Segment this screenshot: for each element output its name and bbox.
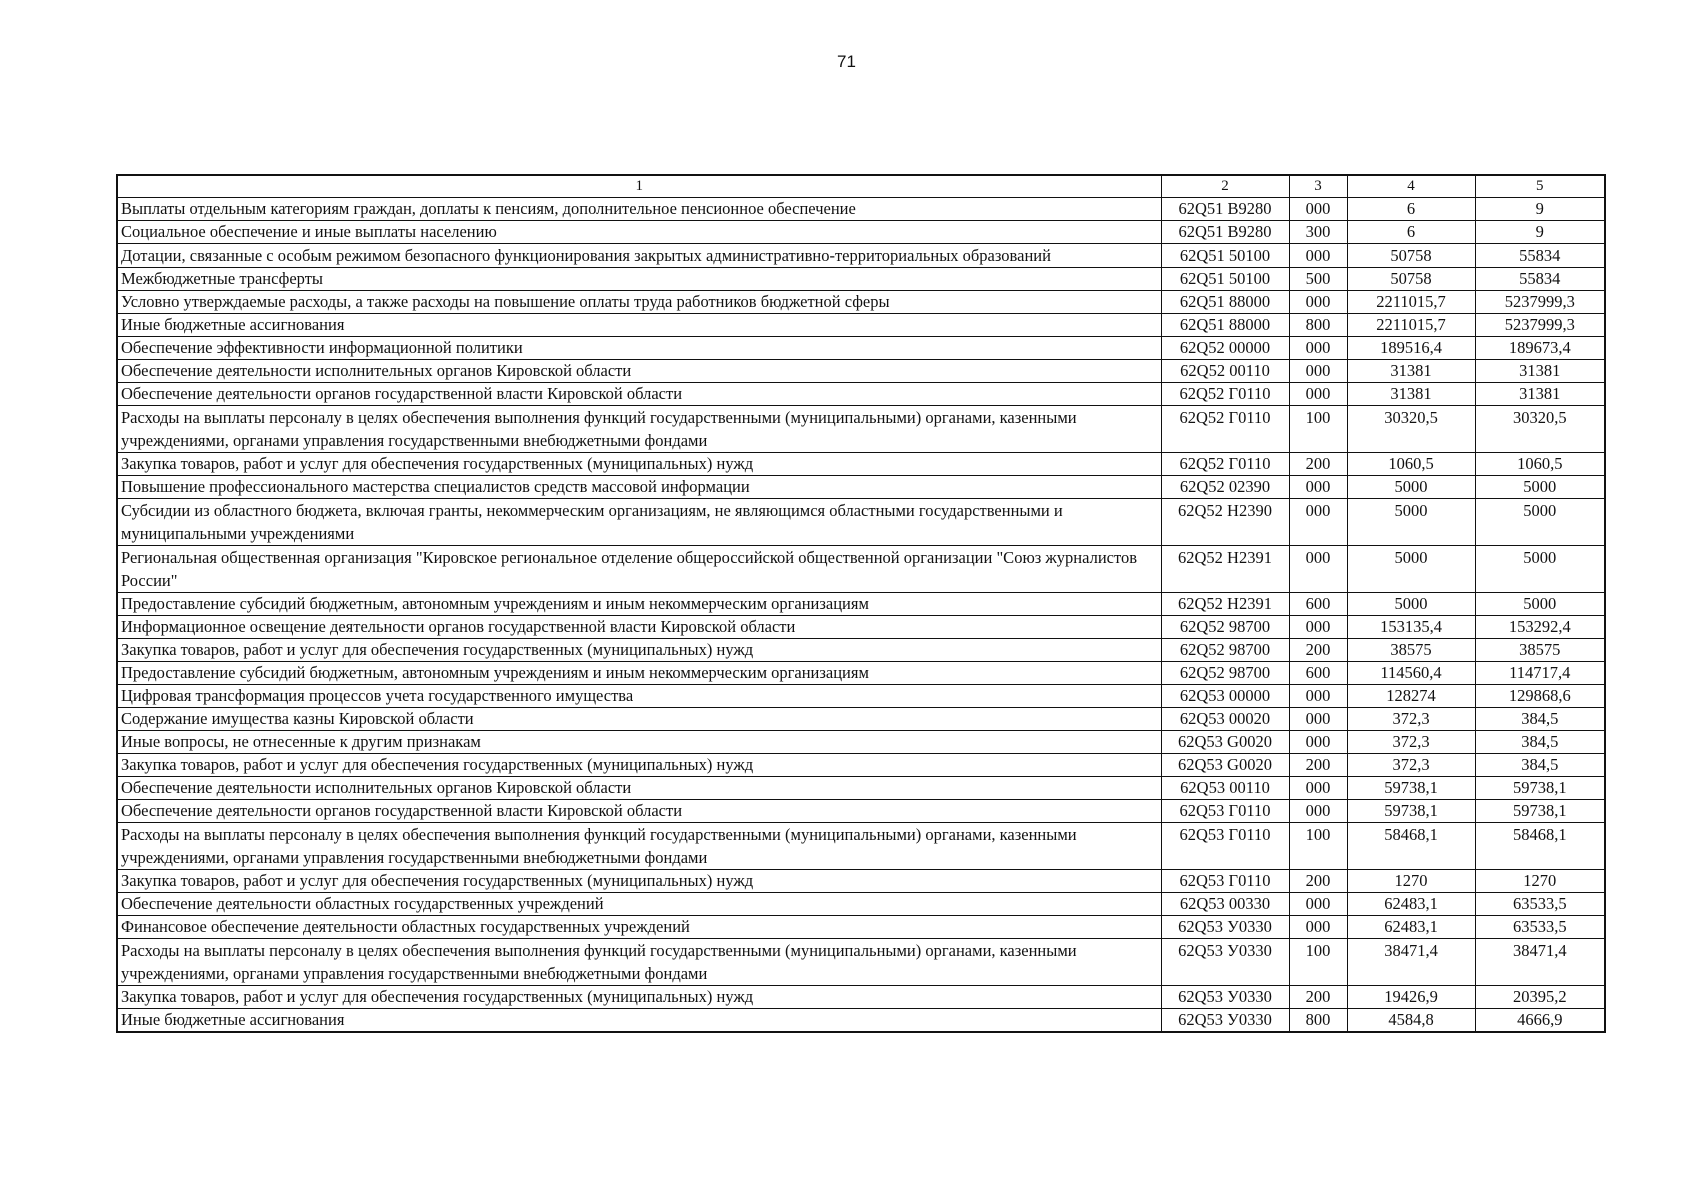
header-col-5: 5 — [1475, 175, 1605, 198]
row-value-col4-cell: 128274 — [1347, 685, 1475, 708]
row-type-cell: 100 — [1289, 823, 1347, 870]
row-code-cell: 62Q51 50100 — [1161, 244, 1289, 268]
row-type-cell: 800 — [1289, 314, 1347, 337]
header-col-2: 2 — [1161, 175, 1289, 198]
row-value-col5-cell: 59738,1 — [1475, 800, 1605, 823]
row-code-cell: 62Q51 88000 — [1161, 314, 1289, 337]
row-value-col4-cell: 19426,9 — [1347, 986, 1475, 1009]
row-name-cell: Закупка товаров, работ и услуг для обеспечения государственных (муниципальных) нужд — [117, 870, 1161, 893]
table-row — [117, 777, 1605, 800]
table-row — [117, 800, 1605, 823]
table-row — [117, 268, 1605, 291]
row-value-col4-cell: 31381 — [1347, 383, 1475, 406]
row-type-cell: 300 — [1289, 221, 1347, 244]
row-value-col5-cell: 129868,6 — [1475, 685, 1605, 708]
row-code-cell: 62Q52 Н2390 — [1161, 499, 1289, 546]
row-value-col4-cell: 5000 — [1347, 476, 1475, 499]
row-name-cell: Закупка товаров, работ и услуг для обеспечения государственных (муниципальных) нужд — [117, 453, 1161, 476]
row-code-cell: 62Q52 00000 — [1161, 337, 1289, 360]
table-row — [117, 616, 1605, 639]
table-row — [117, 476, 1605, 499]
row-name-cell: Финансовое обеспечение деятельности областных государственных учреждений — [117, 916, 1161, 939]
row-type-cell: 000 — [1289, 731, 1347, 754]
row-value-col4-cell: 2211015,7 — [1347, 291, 1475, 314]
row-value-col5-cell: 55834 — [1475, 268, 1605, 291]
row-code-cell: 62Q52 Н2391 — [1161, 593, 1289, 616]
row-name-cell: Дотации, связанные с особым режимом безопасного функционирования закрытых административно-территориальных образований — [117, 244, 1161, 268]
table-row — [117, 221, 1605, 244]
row-code-cell: 62Q52 02390 — [1161, 476, 1289, 499]
table-header-row — [117, 175, 1605, 198]
row-value-col5-cell: 384,5 — [1475, 708, 1605, 731]
budget-table — [116, 174, 1606, 1033]
row-type-cell: 000 — [1289, 546, 1347, 593]
row-name-cell: Межбюджетные трансферты — [117, 268, 1161, 291]
row-value-col4-cell: 31381 — [1347, 360, 1475, 383]
row-type-cell: 200 — [1289, 453, 1347, 476]
row-value-col4-cell: 58468,1 — [1347, 823, 1475, 870]
row-type-cell: 800 — [1289, 1009, 1347, 1033]
row-code-cell: 62Q52 Г0110 — [1161, 383, 1289, 406]
row-name-cell: Информационное освещение деятельности органов государственной власти Кировской области — [117, 616, 1161, 639]
row-type-cell: 000 — [1289, 777, 1347, 800]
row-type-cell: 000 — [1289, 383, 1347, 406]
row-code-cell: 62Q51 В9280 — [1161, 198, 1289, 221]
table-row — [117, 546, 1605, 593]
row-code-cell: 62Q53 G0020 — [1161, 754, 1289, 777]
row-name-cell: Региональная общественная организация "Кировское региональное отделение общероссийской общественной организации "Союз журналистов России" — [117, 546, 1161, 593]
row-name-cell: Субсидии из областного бюджета, включая гранты, некоммерческим организациям, не являющимся областными государственными и муниципальными учреждениями — [117, 499, 1161, 546]
row-value-col5-cell: 63533,5 — [1475, 893, 1605, 916]
table-row — [117, 1009, 1605, 1033]
row-value-col5-cell: 5000 — [1475, 546, 1605, 593]
row-type-cell: 100 — [1289, 406, 1347, 453]
row-code-cell: 62Q52 Н2391 — [1161, 546, 1289, 593]
row-code-cell: 62Q53 У0330 — [1161, 1009, 1289, 1033]
table-row — [117, 916, 1605, 939]
table-body — [117, 198, 1605, 1033]
row-type-cell: 000 — [1289, 198, 1347, 221]
row-value-col4-cell: 59738,1 — [1347, 777, 1475, 800]
row-code-cell: 62Q52 98700 — [1161, 662, 1289, 685]
row-value-col4-cell: 5000 — [1347, 593, 1475, 616]
row-name-cell: Иные бюджетные ассигнования — [117, 314, 1161, 337]
row-value-col5-cell: 1060,5 — [1475, 453, 1605, 476]
row-value-col4-cell: 5000 — [1347, 546, 1475, 593]
row-value-col5-cell: 384,5 — [1475, 731, 1605, 754]
row-value-col4-cell: 1060,5 — [1347, 453, 1475, 476]
row-value-col5-cell: 20395,2 — [1475, 986, 1605, 1009]
table-row — [117, 754, 1605, 777]
page-number: 71 — [837, 52, 856, 71]
row-value-col5-cell: 31381 — [1475, 383, 1605, 406]
table-row — [117, 453, 1605, 476]
row-value-col4-cell: 372,3 — [1347, 754, 1475, 777]
row-value-col5-cell: 153292,4 — [1475, 616, 1605, 639]
table-row — [117, 406, 1605, 453]
row-value-col5-cell: 9 — [1475, 221, 1605, 244]
row-code-cell: 62Q53 Г0110 — [1161, 870, 1289, 893]
row-value-col4-cell: 372,3 — [1347, 731, 1475, 754]
row-type-cell: 000 — [1289, 360, 1347, 383]
table-row — [117, 893, 1605, 916]
row-value-col5-cell: 384,5 — [1475, 754, 1605, 777]
row-name-cell: Закупка товаров, работ и услуг для обеспечения государственных (муниципальных) нужд — [117, 986, 1161, 1009]
row-value-col4-cell: 153135,4 — [1347, 616, 1475, 639]
row-type-cell: 000 — [1289, 244, 1347, 268]
row-value-col5-cell: 31381 — [1475, 360, 1605, 383]
row-name-cell: Иные вопросы, не отнесенные к другим признакам — [117, 731, 1161, 754]
table-row — [117, 685, 1605, 708]
row-value-col4-cell: 62483,1 — [1347, 893, 1475, 916]
row-value-col4-cell: 59738,1 — [1347, 800, 1475, 823]
row-type-cell: 000 — [1289, 893, 1347, 916]
row-name-cell: Закупка товаров, работ и услуг для обеспечения государственных (муниципальных) нужд — [117, 754, 1161, 777]
row-code-cell: 62Q52 00110 — [1161, 360, 1289, 383]
row-type-cell: 500 — [1289, 268, 1347, 291]
row-value-col5-cell: 5000 — [1475, 499, 1605, 546]
row-name-cell: Повышение профессионального мастерства специалистов средств массовой информации — [117, 476, 1161, 499]
row-value-col4-cell: 2211015,7 — [1347, 314, 1475, 337]
row-value-col5-cell: 4666,9 — [1475, 1009, 1605, 1033]
row-value-col4-cell: 5000 — [1347, 499, 1475, 546]
header-col-1: 1 — [117, 175, 1161, 198]
row-value-col5-cell: 114717,4 — [1475, 662, 1605, 685]
row-type-cell: 000 — [1289, 708, 1347, 731]
row-name-cell: Иные бюджетные ассигнования — [117, 1009, 1161, 1033]
row-value-col4-cell: 38471,4 — [1347, 939, 1475, 986]
table-row — [117, 639, 1605, 662]
row-name-cell: Обеспечение деятельности органов государственной власти Кировской области — [117, 800, 1161, 823]
row-value-col5-cell: 1270 — [1475, 870, 1605, 893]
row-code-cell: 62Q51 В9280 — [1161, 221, 1289, 244]
row-name-cell: Предоставление субсидий бюджетным, автономным учреждениям и иным некоммерческим организациям — [117, 662, 1161, 685]
row-value-col4-cell: 6 — [1347, 198, 1475, 221]
row-value-col5-cell: 5000 — [1475, 593, 1605, 616]
row-name-cell: Обеспечение деятельности органов государственной власти Кировской области — [117, 383, 1161, 406]
row-code-cell: 62Q53 00330 — [1161, 893, 1289, 916]
row-code-cell: 62Q51 50100 — [1161, 268, 1289, 291]
row-name-cell: Цифровая трансформация процессов учета государственного имущества — [117, 685, 1161, 708]
row-value-col4-cell: 38575 — [1347, 639, 1475, 662]
table-row — [117, 593, 1605, 616]
row-code-cell: 62Q53 G0020 — [1161, 731, 1289, 754]
row-value-col5-cell: 58468,1 — [1475, 823, 1605, 870]
row-value-col4-cell: 50758 — [1347, 244, 1475, 268]
row-value-col4-cell: 114560,4 — [1347, 662, 1475, 685]
row-value-col5-cell: 30320,5 — [1475, 406, 1605, 453]
row-value-col4-cell: 62483,1 — [1347, 916, 1475, 939]
row-value-col5-cell: 38471,4 — [1475, 939, 1605, 986]
row-type-cell: 200 — [1289, 639, 1347, 662]
row-code-cell: 62Q51 88000 — [1161, 291, 1289, 314]
header-col-4: 4 — [1347, 175, 1475, 198]
row-value-col5-cell: 5237999,3 — [1475, 314, 1605, 337]
row-value-col5-cell: 9 — [1475, 198, 1605, 221]
row-value-col5-cell: 189673,4 — [1475, 337, 1605, 360]
table-row — [117, 360, 1605, 383]
row-name-cell: Расходы на выплаты персоналу в целях обеспечения выполнения функций государственными (муниципальными) органами, казенными учреждениями, органами управления государственными внебюджетными фондами — [117, 939, 1161, 986]
row-value-col4-cell: 372,3 — [1347, 708, 1475, 731]
table-row — [117, 823, 1605, 870]
row-type-cell: 200 — [1289, 754, 1347, 777]
table-row — [117, 939, 1605, 986]
row-code-cell: 62Q53 Г0110 — [1161, 823, 1289, 870]
row-name-cell: Обеспечение деятельности исполнительных органов Кировской области — [117, 777, 1161, 800]
row-code-cell: 62Q53 У0330 — [1161, 939, 1289, 986]
row-name-cell: Закупка товаров, работ и услуг для обеспечения государственных (муниципальных) нужд — [117, 639, 1161, 662]
row-type-cell: 000 — [1289, 800, 1347, 823]
row-code-cell: 62Q52 Г0110 — [1161, 406, 1289, 453]
table-row — [117, 986, 1605, 1009]
row-value-col5-cell: 63533,5 — [1475, 916, 1605, 939]
row-value-col4-cell: 50758 — [1347, 268, 1475, 291]
table-row — [117, 662, 1605, 685]
row-name-cell: Обеспечение деятельности областных государственных учреждений — [117, 893, 1161, 916]
row-value-col5-cell: 5000 — [1475, 476, 1605, 499]
row-value-col4-cell: 30320,5 — [1347, 406, 1475, 453]
table-row — [117, 870, 1605, 893]
row-type-cell: 000 — [1289, 499, 1347, 546]
row-value-col5-cell: 59738,1 — [1475, 777, 1605, 800]
row-code-cell: 62Q52 98700 — [1161, 639, 1289, 662]
header-col-3: 3 — [1289, 175, 1347, 198]
row-value-col4-cell: 4584,8 — [1347, 1009, 1475, 1033]
row-type-cell: 100 — [1289, 939, 1347, 986]
row-name-cell: Условно утверждаемые расходы, а также расходы на повышение оплаты труда работников бюджетной сферы — [117, 291, 1161, 314]
row-name-cell: Выплаты отдельным категориям граждан, доплаты к пенсиям, дополнительное пенсионное обеспечение — [117, 198, 1161, 221]
row-name-cell: Расходы на выплаты персоналу в целях обеспечения выполнения функций государственными (муниципальными) органами, казенными учреждениями, органами управления государственными внебюджетными фондами — [117, 406, 1161, 453]
row-type-cell: 200 — [1289, 986, 1347, 1009]
table-row — [117, 708, 1605, 731]
row-code-cell: 62Q52 98700 — [1161, 616, 1289, 639]
row-type-cell: 000 — [1289, 616, 1347, 639]
row-code-cell: 62Q52 Г0110 — [1161, 453, 1289, 476]
table-row — [117, 383, 1605, 406]
row-value-col4-cell: 189516,4 — [1347, 337, 1475, 360]
table-row — [117, 198, 1605, 221]
row-value-col4-cell: 6 — [1347, 221, 1475, 244]
row-type-cell: 000 — [1289, 685, 1347, 708]
row-type-cell: 000 — [1289, 337, 1347, 360]
row-name-cell: Расходы на выплаты персоналу в целях обеспечения выполнения функций государственными (муниципальными) органами, казенными учреждениями, органами управления государственными внебюджетными фондами — [117, 823, 1161, 870]
table-row — [117, 291, 1605, 314]
row-type-cell: 200 — [1289, 870, 1347, 893]
row-name-cell: Предоставление субсидий бюджетным, автономным учреждениям и иным некоммерческим организациям — [117, 593, 1161, 616]
row-name-cell: Обеспечение деятельности исполнительных органов Кировской области — [117, 360, 1161, 383]
table-row — [117, 244, 1605, 268]
row-value-col5-cell: 5237999,3 — [1475, 291, 1605, 314]
table-row — [117, 731, 1605, 754]
row-name-cell: Содержание имущества казны Кировской области — [117, 708, 1161, 731]
row-type-cell: 600 — [1289, 593, 1347, 616]
row-value-col5-cell: 55834 — [1475, 244, 1605, 268]
table-row — [117, 499, 1605, 546]
row-type-cell: 000 — [1289, 476, 1347, 499]
row-code-cell: 62Q53 У0330 — [1161, 986, 1289, 1009]
row-code-cell: 62Q53 00020 — [1161, 708, 1289, 731]
row-code-cell: 62Q53 00000 — [1161, 685, 1289, 708]
row-name-cell: Обеспечение эффективности информационной политики — [117, 337, 1161, 360]
row-code-cell: 62Q53 У0330 — [1161, 916, 1289, 939]
row-value-col5-cell: 38575 — [1475, 639, 1605, 662]
row-value-col4-cell: 1270 — [1347, 870, 1475, 893]
table-row — [117, 337, 1605, 360]
table-row — [117, 314, 1605, 337]
row-type-cell: 600 — [1289, 662, 1347, 685]
row-type-cell: 000 — [1289, 291, 1347, 314]
row-name-cell: Социальное обеспечение и иные выплаты населению — [117, 221, 1161, 244]
row-type-cell: 000 — [1289, 916, 1347, 939]
row-code-cell: 62Q53 Г0110 — [1161, 800, 1289, 823]
row-code-cell: 62Q53 00110 — [1161, 777, 1289, 800]
